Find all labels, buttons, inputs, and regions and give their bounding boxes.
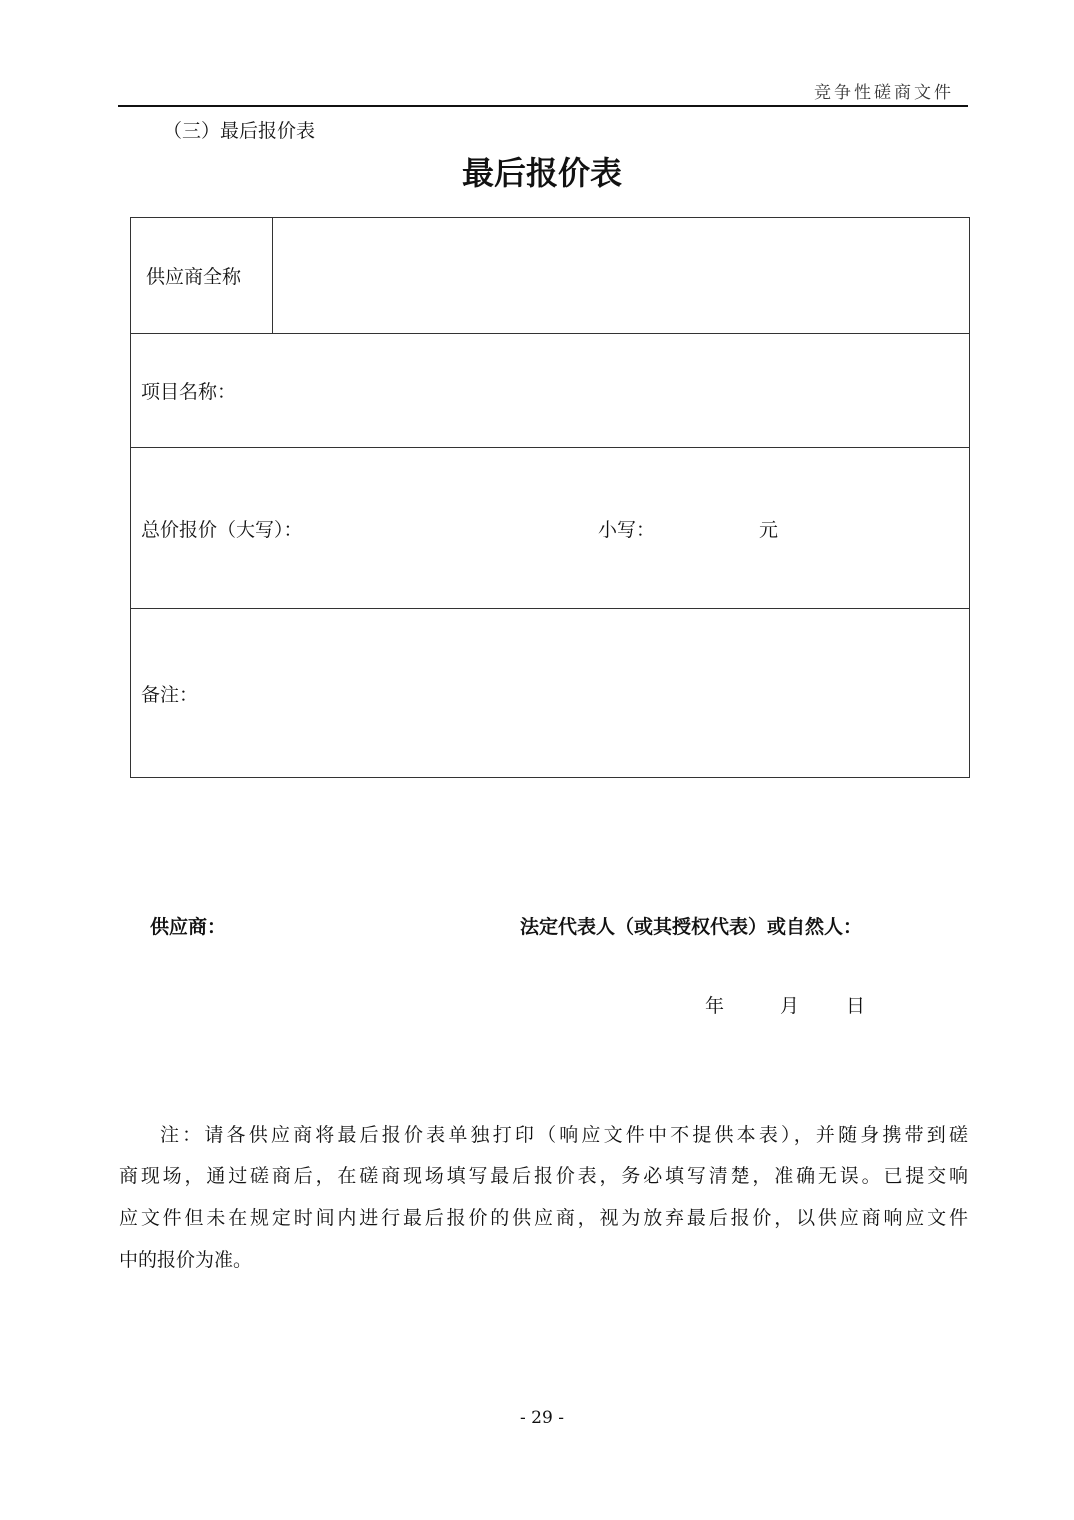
running-header: 竞争性磋商文件 [814, 83, 954, 103]
date-month: 月 [780, 995, 800, 1017]
total-price-upper-label: 总价报价（大写）： [141, 518, 303, 541]
remarks-label: 备注： [141, 683, 199, 706]
price-cell[interactable] [131, 448, 970, 609]
supplier-name-label: 供应商全称 [131, 218, 273, 334]
date-year: 年 [705, 995, 725, 1017]
note-line: 应文件但未在规定时间内进行最后报价的供应商，视为放弃最后报价，以供应商响应文件 [119, 1207, 971, 1229]
table-row-remarks [131, 609, 970, 778]
supplier-name-field[interactable] [273, 218, 970, 334]
project-name-label: 项目名称： [141, 381, 237, 403]
currency-unit: 元 [759, 518, 779, 541]
remarks-cell[interactable] [131, 609, 970, 778]
header-rule [118, 105, 968, 107]
section-heading: （三）最后报价表 [163, 120, 316, 142]
table-row-project [131, 334, 970, 448]
note-line: 注：请各供应商将最后报价表单独打印（响应文件中不提供本表），并随身携带到磋 [160, 1124, 972, 1146]
total-price-lower-label: 小写： [598, 518, 656, 541]
note-line: 商现场，通过磋商后，在磋商现场填写最后报价表，务必填写清楚，准确无误。已提交响 [119, 1165, 971, 1187]
page-number: - 29 - [520, 1408, 564, 1428]
supplier-signature-label: 供应商： [150, 916, 227, 938]
table-row-price [131, 448, 970, 609]
table-row-supplier [131, 218, 970, 334]
note-line: 中的报价为准。 [119, 1249, 253, 1271]
date-day: 日 [846, 995, 866, 1017]
final-quote-table [130, 217, 970, 778]
project-name-cell[interactable] [131, 334, 970, 448]
page-title: 最后报价表 [461, 154, 622, 192]
representative-signature-label: 法定代表人（或其授权代表）或自然人： [520, 916, 863, 938]
